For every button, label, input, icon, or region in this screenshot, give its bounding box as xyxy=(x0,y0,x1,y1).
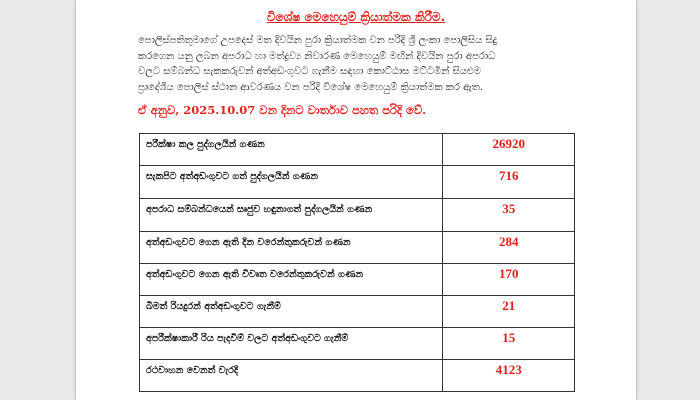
row-value: 15 xyxy=(443,328,575,360)
row-value: 4123 xyxy=(443,360,575,392)
table-row xyxy=(140,328,575,360)
table-row xyxy=(140,166,575,199)
paragraph-line: කරගෙන යනු ලබන අපරාධ හා මත්ද්‍රව්‍ය නිවාරණ මෙහෙයුම් මඟින් දිවයින පුරා අපරාධ xyxy=(138,50,496,62)
row-value: 284 xyxy=(443,232,575,264)
row-label: අත්අඩංගුවට ගෙන ඇති දින වරෙන්තුකරුවන් ගණන xyxy=(140,232,443,264)
row-label: අත්අඩංගුවට ගෙන ඇති විවෘත වරෙන්තුකරුවන් ගණන xyxy=(140,264,443,296)
statistics-table xyxy=(139,133,575,392)
document-title: විශේෂ මෙහෙයුම් ක්‍රියාත්මක කිරීම. xyxy=(266,10,446,24)
row-value: 170 xyxy=(443,264,575,296)
row-label: බීමත් රියදුරන් අත්අඩංගුවට ගැනීම් xyxy=(140,296,443,328)
row-label: අපරීක්ෂාකාරී රිය පැදවීම් වලට අත්අඩංගුවට ගැනීම් xyxy=(140,328,443,360)
table-row xyxy=(140,232,575,264)
table-row xyxy=(140,134,575,166)
row-label: රථවාහන වෙනත් වැරදි xyxy=(140,360,443,392)
paragraph-line: පොලිස්පතිතුමාගේ උපදෙස් මත දිවයින පුරා ක්‍රියාත්මක වන පරිදි ශ්‍රී ලංකා පොලිසිය සිදු xyxy=(138,35,498,46)
table-row xyxy=(140,360,575,392)
intro-paragraph xyxy=(138,33,578,95)
row-label: පරීක්ෂා කල පුද්ගලයින් ගණන xyxy=(140,134,443,166)
row-label: අපරාධ සම්බන්ධයෙන් සෘජුව හඳුනාගත් පුද්ගලයින් ගණන xyxy=(140,199,443,232)
paragraph-line: වලට සම්බන්ධ සැකකරුවන් අත්අඩංගුවට ගැනීම සඳහා කොට්ඨාස මට්ටමින් සියළුම xyxy=(138,66,481,77)
table-row xyxy=(140,264,575,296)
row-value: 35 xyxy=(443,199,575,232)
paragraph-line: ප්‍රාදේශීය පොලිස් ස්ථාන ආවරණය වන පරිදි විශේෂ මෙහෙයුම් ක්‍රියාත්මක කර ඇත. xyxy=(138,81,484,93)
row-label: සැකපිට අත්අඩංගුවට ගත් පුද්ගලයින් ගණන xyxy=(140,166,443,199)
row-value: 26920 xyxy=(443,134,575,166)
row-value: 716 xyxy=(443,166,575,199)
table-row xyxy=(140,199,575,232)
table-row xyxy=(140,296,575,328)
document-page xyxy=(76,0,636,400)
report-dateline: ඒ අනුව, 2025.10.07 වන දිනට වාර්තාව පහත පරිදි වේ. xyxy=(138,103,427,117)
row-value: 21 xyxy=(443,296,575,328)
